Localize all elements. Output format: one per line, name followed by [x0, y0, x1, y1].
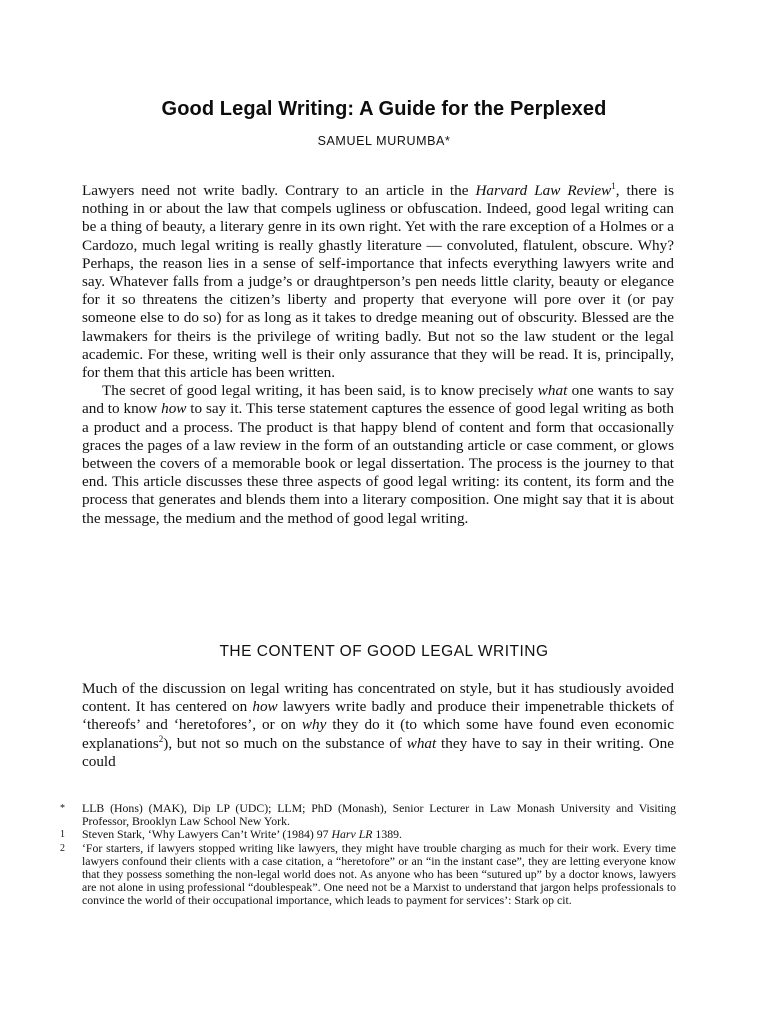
footnote-text: LLB (Hons) (MAK), Dip LP (UDC); LLM; PhD (Monash), Senior Lecturer in Law Monash University and Visiting Professor, Brooklyn Law School New York.	[82, 801, 676, 829]
paragraph	[82, 182, 674, 382]
text-run: Much of the discussion on legal writing has concentrated on style, but it has studiously avoided content. It has centered on	[82, 680, 674, 716]
text-run: 1389.	[372, 827, 402, 842]
text-run: they have to say in their writing. One could	[82, 734, 674, 770]
paragraph	[82, 680, 674, 771]
emphasis: how	[161, 400, 187, 418]
section-heading: THE CONTENT OF GOOD LEGAL WRITING	[219, 643, 549, 660]
footnotes	[60, 802, 676, 908]
text-run: Lawyers need not write badly. Contrary to an article in the	[82, 182, 476, 199]
footnote-text: ‘For starters, if lawyers stopped writing like lawyers, they might have trouble charging as much for their work. Every time lawyers confound their clients with a case citation, a “heretofore” or an “in the instant case”, they are letting everyone know that they possess something the non-legal world does not. As anyone who has been “sutured up” by a doctor knows, lawyers are not alone in using professional “doublespeak”. One need not be a Marxist to understand that jargon helps professionals to convince the world of their occupational importance, which leads to payment for services’: Stark op cit.	[82, 840, 676, 908]
emphasis: what	[406, 734, 437, 752]
footnote-mark: 2	[60, 842, 65, 854]
introduction	[82, 182, 674, 528]
footnote-mark: 1	[60, 829, 65, 841]
text-run: to say it. This terse statement captures the essence of good legal writing as both a product and a process. The product is that happy blend of content and form that occasionally graces the pages of a law review in the form of an outstanding article or case comment, or glows between the covers of a memorable book or legal dissertation. The process is the journey to that end. This article discusses these three aspects of good legal writing: its content, its form and the process that generates and blends them into a literary composition. One might say that it is about the message, the medium and the method of good legal writing.	[82, 400, 674, 527]
footnote-mark: *	[60, 803, 65, 814]
emphasis: why	[301, 716, 327, 734]
footnote-text	[82, 828, 676, 841]
text-run: one wants to say and to know	[82, 382, 675, 418]
footnote-ref: 1	[611, 180, 616, 191]
text-run: The secret of good legal writing, it has been said, is to know precisely	[102, 382, 538, 400]
journal-abbrev: Harv LR	[331, 827, 373, 842]
article-author: SAMUEL MURUMBA*	[317, 134, 451, 148]
footnote	[60, 828, 676, 841]
footnote	[60, 842, 676, 908]
footnote-ref: 2	[158, 733, 164, 744]
text-run: they do it (to which some have found even economic explanations	[82, 716, 674, 752]
emphasis: how	[252, 698, 278, 716]
section-body	[82, 680, 674, 771]
paragraph	[82, 382, 674, 528]
emphasis: what	[537, 382, 568, 400]
text-run: Steven Stark, ‘Why Lawyers Can’t Write’ (1984) 97	[82, 827, 332, 842]
text-run: lawyers write badly and produce their impenetrable thickets of ‘thereofs’ and ‘heretofores’, or on	[82, 698, 674, 734]
article-title: Good Legal Writing: A Guide for the Perplexed	[161, 98, 607, 120]
text-run: ), but not so much on the substance of	[163, 734, 407, 752]
text-run: , there is nothing in or about the law that compels ugliness or obfuscation. Indeed, good legal writing can be a thing of beauty, a literary genre in its own right. Yet with the rare exception of a Holmes or a Cardozo, much legal writing is really ghastly literature — convoluted, flatulent, obscure. Why? Perhaps, the reason lies in a sense of self-importance that infects everything lawyers write and say. Whatever falls from a judge’s or draughtperson’s pen needs little clarity, beauty or elegance for it so threatens the citizen’s liberty and property that everyone will pore over it (or pay someone else to do so) for as long as it takes to dredge meaning out of obscurity. Blessed are the lawmakers for theirs is the privilege of writing badly. But not so the law student or the legal academic. For these, writing well is their only assurance that they will be read. It is, principally, for them that this article has been written.	[82, 182, 674, 382]
footnote	[60, 802, 676, 828]
journal-name: Harvard Law Review	[475, 182, 612, 199]
